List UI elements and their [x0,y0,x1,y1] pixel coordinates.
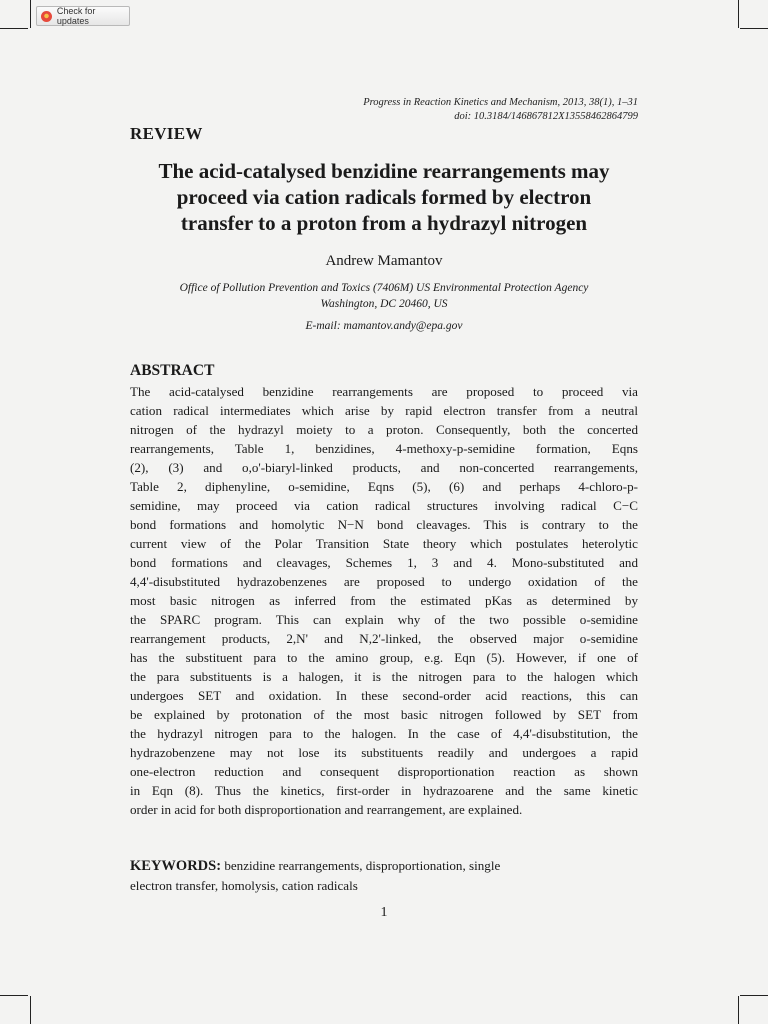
check-for-updates-button[interactable] [36,6,130,26]
abstract-body [130,382,638,819]
crop-mark-bottom-left-vertical [30,996,31,1024]
crop-mark-top-right-horizontal [740,28,768,29]
abstract-line: rearrangements, Table 1, benzidines, 4-methoxy-p-semidine formation, Eqns [130,441,638,456]
crossmark-icon [41,11,52,22]
affiliation-line: Washington, DC 20460, US [320,298,448,310]
title-line: The acid-catalysed benzidine rearrangements may [158,159,610,183]
author-email[interactable]: E-mail: mamantov.andy@epa.gov [305,320,463,332]
abstract-line: 4,4'-disubstituted hydrazobenzenes are proposed to undergo oxidation of the [130,574,638,589]
abstract-line: the hydrazyl nitrogen para to the halogen. In the case of 4,4'-disubstitution, the [130,726,638,741]
abstract-line: semidine, may proceed via cation radical structures involving radical C−C [130,498,638,513]
abstract-line: Table 2, diphenyline, o-semidine, Eqns (5), (6) and perhaps 4-chloro-p- [130,479,638,494]
abstract-line: most basic nitrogen as inferred from the estimated pKas as determined by [130,593,638,608]
keywords-line: electron transfer, homolysis, cation radicals [130,878,358,893]
abstract-line: in Eqn (8). Thus the kinetics, first-order in hydrazoarene and the same kinetic [130,783,638,798]
abstract-line: undergoes SET and oxidation. In these second-order acid reactions, this can [130,688,638,703]
keywords-block [130,856,638,896]
affiliation-line: Office of Pollution Prevention and Toxics (7406M) US Environmental Protection Agency [179,282,589,294]
abstract-line: the SPARC program. This can explain why of the two possible o-semidine [130,612,638,627]
abstract-line: (2), (3) and o,o'-biaryl-linked products, and non-concerted rearrangements, [130,460,638,475]
crop-mark-bottom-right-vertical [738,996,739,1024]
crop-mark-bottom-left-horizontal [0,995,28,996]
section-label: REVIEW [130,124,203,143]
journal-header [218,96,638,124]
crop-mark-top-left-vertical [30,0,31,28]
keywords-heading: KEYWORDS: [130,858,222,874]
abstract-line: the para substituents is a halogen, it is the nitrogen para to the halogen which [130,669,638,684]
crop-mark-bottom-right-horizontal [740,995,768,996]
abstract-line: has the substituent para to the amino group, e.g. Eqn (5). However, if one of [130,650,638,665]
abstract-line: be explained by protonation of the most basic nitrogen followed by SET from [130,707,638,722]
journal-citation: Progress in Reaction Kinetics and Mechanism, 2013, 38(1), 1–31 [363,97,638,108]
title-line: proceed via cation radicals formed by electron [176,185,592,209]
abstract-line: The acid-catalysed benzidine rearrangements are proposed to proceed via [130,384,638,399]
check-for-updates-label: Check for updates [56,6,96,26]
abstract-line: bond formations and homolytic N−N bond cleavages. This is contrary to the [130,517,638,532]
abstract-heading: ABSTRACT [130,362,215,379]
abstract-line: one-electron reduction and consequent disproportionation reaction as shown [130,764,638,779]
author-name: Andrew Mamantov [325,253,443,269]
abstract-line: cation radical intermediates which arise by rapid electron transfer from a neutral [130,403,638,418]
abstract-line: current view of the Polar Transition State theory which postulates heterolytic [130,536,638,551]
abstract-line: bond formations and cleavages, Schemes 1, 3 and 4. Mono-substituted and [130,555,638,570]
title-line: transfer to a proton from a hydrazyl nitrogen [180,211,588,235]
keywords-line [130,856,638,876]
crop-mark-top-right-vertical [738,0,739,28]
abstract-line: hydrazobenzene may not lose its substituents readily and undergoes a rapid [130,745,638,760]
abstract-line: order in acid for both disproportionation and rearrangement, are explained. [130,802,523,817]
journal-doi-link[interactable]: doi: 10.3184/146867812X13558462864799 [454,111,638,122]
crop-mark-top-left-horizontal [0,28,28,29]
paper-title [110,158,658,236]
abstract-line: rearrangement products, 2,N' and N,2'-linked, the observed major o-semidine [130,631,638,646]
abstract-line: nitrogen of the hydrazyl moiety to a proton. Consequently, both the concerted [130,422,638,437]
keywords-text: benzidine rearrangements, disproportionation, single [221,858,501,873]
page-number: 1 [380,905,388,920]
author-affiliation [120,280,648,312]
